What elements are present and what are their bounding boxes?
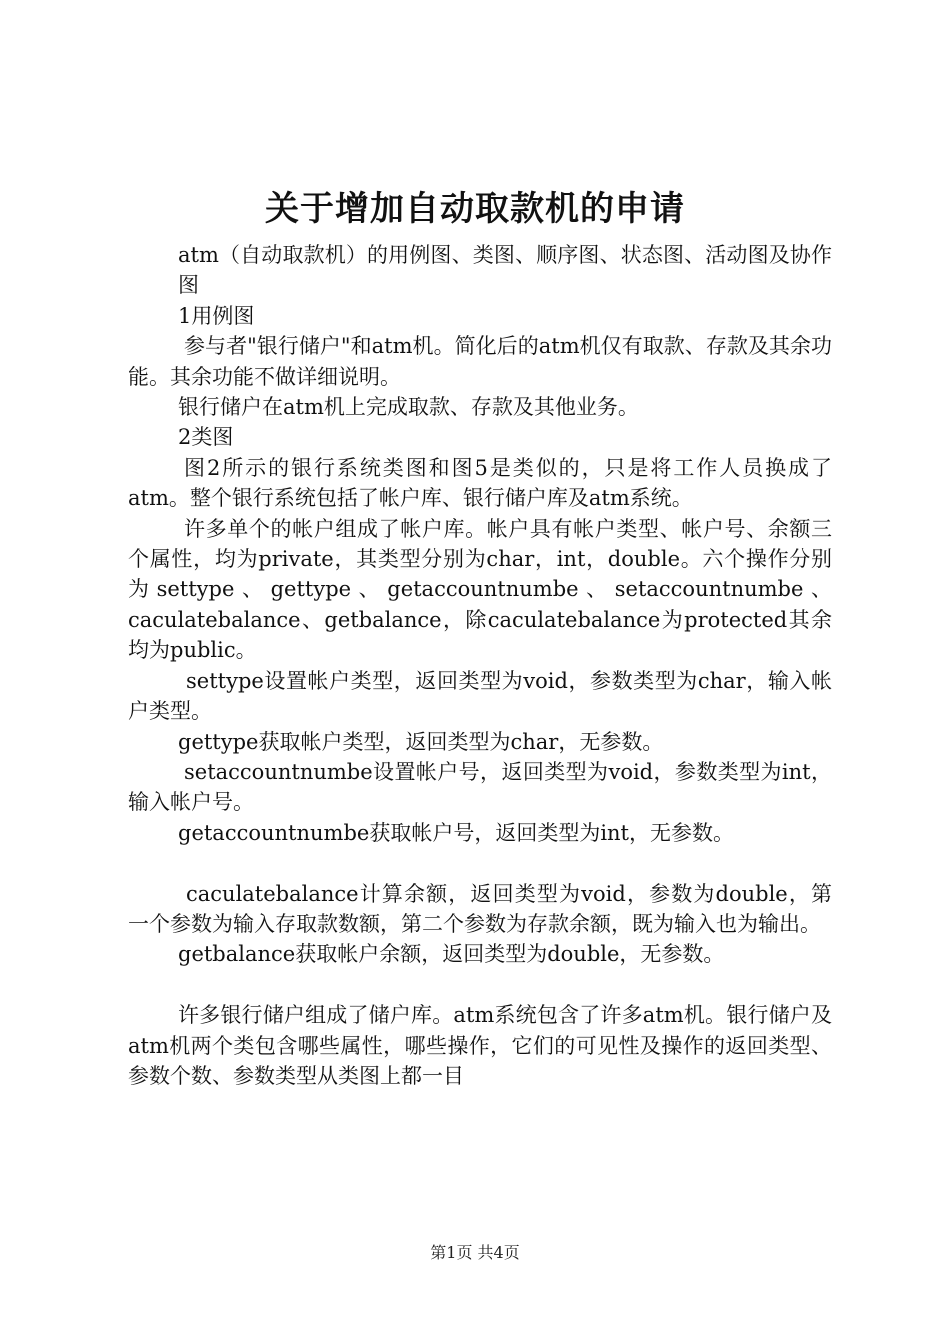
paragraph-spacer <box>128 970 832 1000</box>
paragraph-spacer <box>128 848 832 878</box>
paragraph-setaccountnumbe: setaccountnumbe设置帐户号，返回类型为void，参数类型为int，输入帐户号。 <box>128 759 832 815</box>
paragraph-class-diagram: 图2所示的银行系统类图和图5是类似的，只是将工作人员换成了atm。整个银行系统包括了帐户库、银行储户库及atm系统。 <box>128 455 832 511</box>
paragraph-settype: settype设置帐户类型，返回类型为void，参数类型为char，输入帐户类型。 <box>128 668 832 724</box>
paragraph-actors: 参与者"银行储户"和atm机。简化后的atm机仅有取款、存款及其余功能。其余功能不做详细说明。 <box>128 334 832 389</box>
document-title: 关于增加自动取款机的申请 <box>265 189 685 229</box>
paragraph-getaccountnumbe: getaccountnumbe获取帐户号，返回类型为int，无参数。 <box>178 820 734 845</box>
paragraph-getbalance: getbalance获取帐户余额，返回类型为double，无参数。 <box>178 942 725 967</box>
paragraph-caculatebalance: caculatebalance计算余额，返回类型为void，参数为double，第一个参数为输入存取款数额，第二个参数为存款余额，既为输入也为输出。 <box>128 881 832 936</box>
paragraph-customer-library: 许多银行储户组成了储户库。atm系统包含了许多atm机。银行储户及atm机两个类包含哪些属性，哪些操作，它们的可见性及操作的返回类型、参数个数、参数类型从类图上都一目 <box>128 1003 832 1088</box>
section-heading-use-case: 1用例图 <box>178 303 255 328</box>
document-body <box>128 240 832 1091</box>
paragraph-account-library: 许多单个的帐户组成了帐户库。帐户具有帐户类型、帐户号、余额三个属性，均为private，其类型分别为char，int，double。六个操作分别为settype、gettype、getaccountnumbe、setaccountnumbe、caculatebalance、getbalance，除caculatebalance为protected其余均为public。 <box>128 516 832 663</box>
paragraph-intro: atm（自动取款机）的用例图、类图、顺序图、状态图、活动图及协作图 <box>178 243 832 298</box>
paragraph-customer: 银行储户在atm机上完成取款、存款及其他业务。 <box>178 395 639 420</box>
paragraph-gettype: gettype获取帐户类型，返回类型为char，无参数。 <box>178 729 664 754</box>
page-footer: 第1页 共4页 <box>430 1243 520 1262</box>
section-heading-class-diagram: 2类图 <box>178 425 234 450</box>
